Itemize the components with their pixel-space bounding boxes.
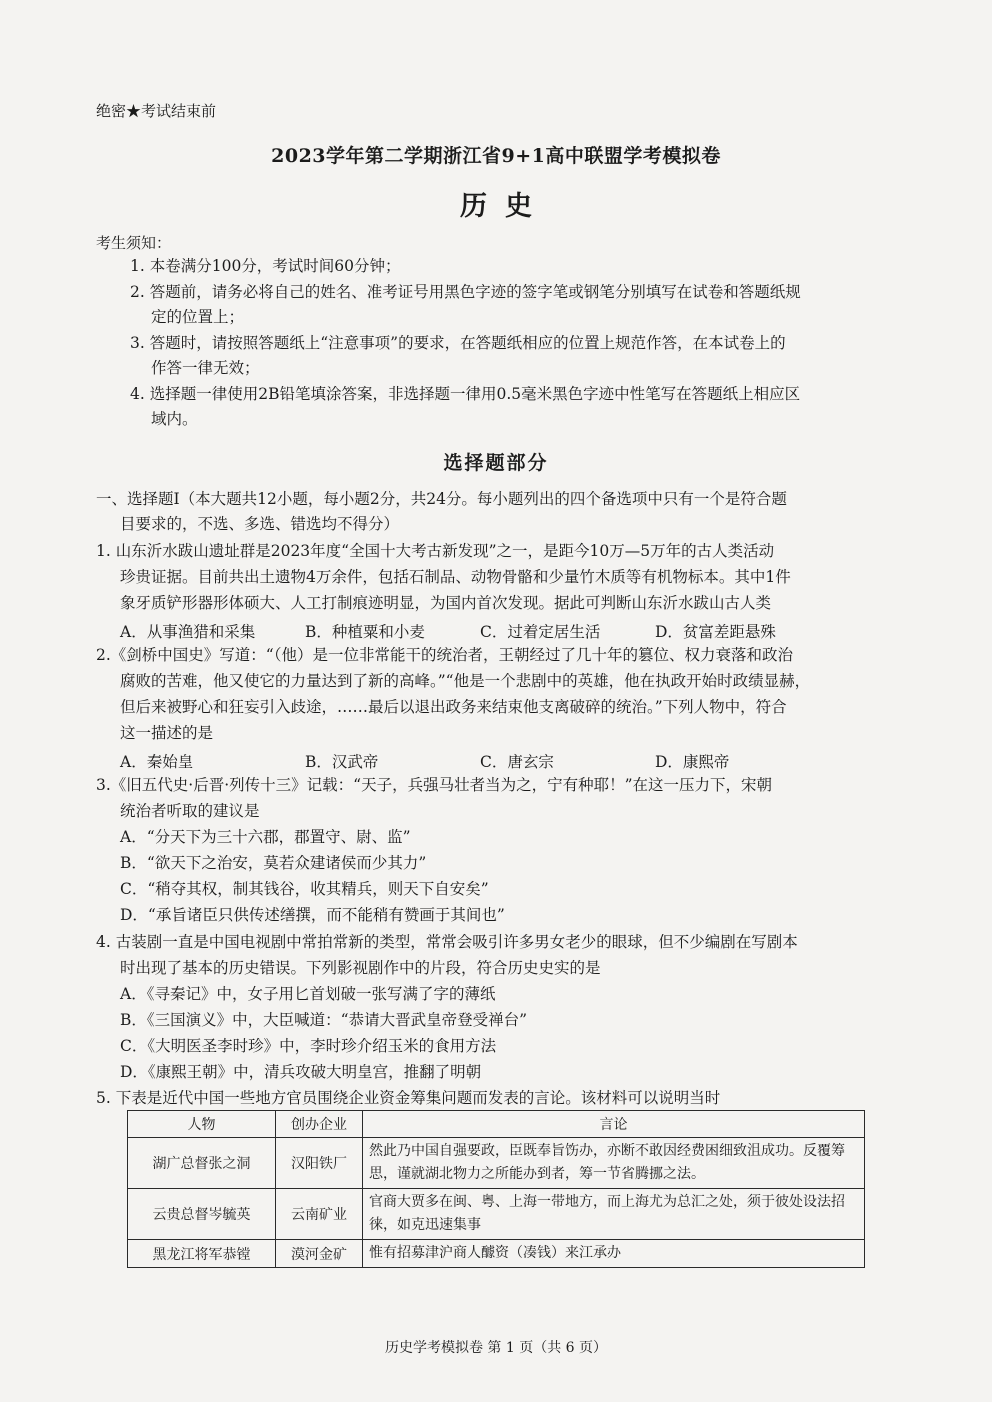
q5-table	[127, 1110, 865, 1268]
q4-line-2: 时出现了基本的历史错误。下列影视剧作中的片段，符合历史史实的是	[120, 959, 601, 977]
table-cell-person: 云贵总督岑毓英	[128, 1189, 276, 1240]
table-cell-enterprise: 漠河金矿	[276, 1240, 363, 1268]
exam-title: 2023学年第二学期浙江省9+1高中联盟学考模拟卷	[271, 145, 721, 167]
q2-line-2: 腐败的苦难，他又使它的力量达到了新的高峰。”“他是一个悲剧中的英雄，他在执政开始时政绩显赫，	[120, 672, 811, 690]
q3-line-2: 统治者听取的建议是	[120, 802, 260, 820]
section-title: 选择题部分	[443, 452, 549, 474]
notice-line-2: 2. 答题前，请务必将自己的姓名、准考证号用黑色字迹的签字笔或钢笔分别填写在试卷和答题纸规	[130, 283, 801, 301]
table-cell-remarks: 官商大贾多在闽、粤、上海一带地方，而上海尤为总汇之处，须于彼处设法招徕，如克迅速集事	[363, 1189, 865, 1240]
q1-option-b: B．种植粟和小麦	[305, 623, 425, 641]
q5-line-1: 5. 下表是近代中国一些地方官员围绕企业资金筹集问题而发表的言论。该材料可以说明当时	[96, 1089, 721, 1107]
q2-option-b: B．汉武帝	[305, 753, 379, 771]
q4-option-c: C．《大明医圣李时珍》中，李时珍介绍玉米的食用方法	[120, 1037, 497, 1055]
confidential-label: 绝密★考试结束前	[96, 102, 217, 120]
notice-heading: 考生须知：	[96, 234, 172, 252]
q4-option-b: B．《三国演义》中，大臣喊道：“恭请大晋武皇帝登受禅台”	[120, 1011, 527, 1029]
table-row	[128, 1189, 865, 1240]
section-intro-line-1: 一、选择题Ⅰ（本大题共12小题，每小题2分，共24分。每小题列出的四个备选项中只有一个是符合题	[96, 490, 787, 508]
q3-option-d: D．“承旨诸臣只供传述缮撰，而不能稍有赞画于其间也”	[120, 906, 505, 924]
q2-option-d: D．康熙帝	[655, 753, 730, 771]
table-cell-remarks: 惟有招募津沪商人醵资（凑钱）来江承办	[363, 1240, 865, 1268]
q1-option-d: D．贫富差距悬殊	[655, 623, 776, 641]
notice-line-2-cont: 定的位置上；	[151, 308, 245, 326]
q3-option-c: C．“稍夺其权，制其钱谷，收其精兵，则天下自安矣”	[120, 880, 489, 898]
section-intro-line-2: 目要求的，不选、多选、错选均不得分）	[120, 515, 400, 533]
q2-line-4: 这一描述的是	[120, 724, 214, 742]
table-cell-enterprise: 汉阳铁厂	[276, 1138, 363, 1189]
q1-line-1: 1. 山东沂水跋山遗址群是2023年度“全国十大考古新发现”之一，是距今10万—5万年的古人类活动	[96, 542, 775, 560]
notice-line-3-cont: 作答一律无效；	[151, 359, 260, 377]
q3-option-a: A．“分天下为三十六郡，郡置守、尉、监”	[120, 828, 411, 846]
table-cell-person: 黑龙江将军恭镗	[128, 1240, 276, 1268]
table-header-remarks: 言论	[363, 1111, 865, 1138]
table-row	[128, 1240, 865, 1268]
q2-option-c: C．唐玄宗	[480, 753, 554, 771]
q2-line-1: 2.《剑桥中国史》写道：“（他）是一位非常能干的统治者，王朝经过了几十年的篡位、权力衰落和政治	[96, 646, 793, 664]
q1-line-3: 象牙质铲形器形体硕大、人工打制痕迹明显，为国内首次发现。据此可判断山东沂水跋山古人类	[120, 594, 772, 612]
table-header-enterprise: 创办企业	[276, 1111, 363, 1138]
q1-line-2: 珍贵证据。目前共出土遗物4万余件，包括石制品、动物骨骼和少量竹木质等有机物标本。其中1件	[120, 568, 791, 586]
table-row	[128, 1138, 865, 1189]
notice-line-4-cont: 域内。	[151, 410, 198, 428]
q1-option-a: A．从事渔猎和采集	[120, 623, 256, 641]
table-cell-remarks: 然此乃中国自强要政，臣既奉旨饬办，亦断不敢因经费困细致沮成功。反覆筹思，谨就湖北物力之所能办到者，筹一节省腾挪之法。	[363, 1138, 865, 1189]
q4-option-d: D．《康熙王朝》中，清兵攻破大明皇宫，推翻了明朝	[120, 1063, 482, 1081]
q1-option-c: C．过着定居生活	[480, 623, 601, 641]
table-header-person: 人物	[128, 1111, 276, 1138]
page-footer: 历史学考模拟卷 第 1 页（共 6 页）	[384, 1340, 608, 1356]
q2-option-a: A．秦始皇	[120, 753, 194, 771]
q3-option-b: B．“欲天下之治安，莫若众建诸侯而少其力”	[120, 854, 427, 872]
notice-line-1: 1. 本卷满分100分，考试时间60分钟；	[130, 257, 401, 275]
q4-option-a: A．《寻秦记》中，女子用匕首划破一张写满了字的薄纸	[120, 985, 496, 1003]
table-header-row	[128, 1111, 865, 1138]
notice-line-3: 3. 答题时，请按照答题纸上“注意事项”的要求，在答题纸相应的位置上规范作答，在本试卷上的	[130, 334, 786, 352]
q3-line-1: 3.《旧五代史·后晋·列传十三》记载：“天子，兵强马壮者当为之，宁有种耶！”在这一压力下，宋朝	[96, 776, 772, 794]
q4-line-1: 4. 古装剧一直是中国电视剧中常拍常新的类型，常常会吸引许多男女老少的眼球，但不少编剧在写剧本	[96, 933, 798, 951]
subject-title: 历史	[460, 191, 550, 222]
q2-line-3: 但后来被野心和狂妄引入歧途，……最后以退出政务来结束他支离破碎的统治。”下列人物中，符合	[120, 698, 787, 716]
notice-line-4: 4. 选择题一律使用2B铅笔填涂答案，非选择题一律用0.5毫米黑色字迹中性笔写在答题纸上相应区	[130, 385, 801, 403]
table-cell-person: 湖广总督张之洞	[128, 1138, 276, 1189]
table-cell-enterprise: 云南矿业	[276, 1189, 363, 1240]
